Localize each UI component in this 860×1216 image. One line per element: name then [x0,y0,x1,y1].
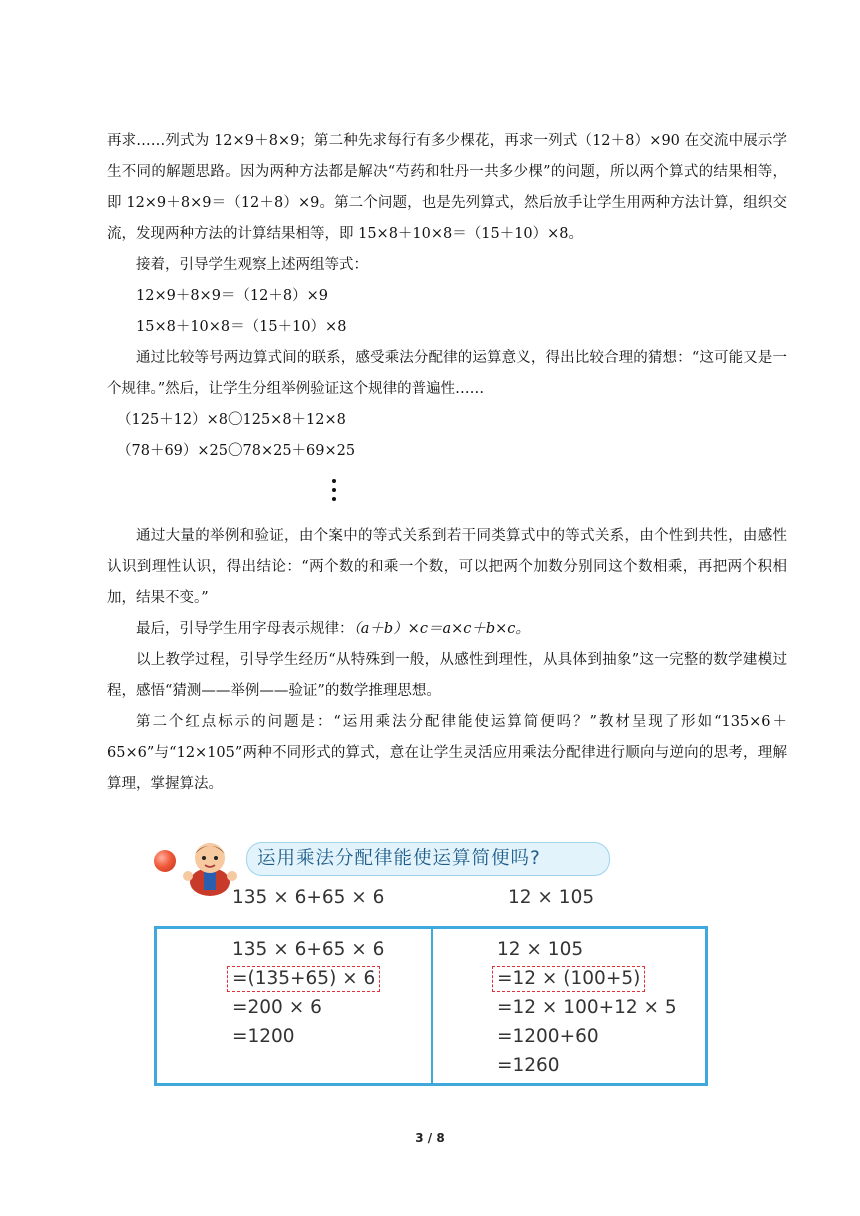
left-step-3: =200 × 6 [232,997,322,1018]
left-step-2 [232,964,384,993]
left-step-4: =1200 [232,1026,295,1047]
red-dot-icon [154,850,176,872]
paragraph-2: 接着，引导学生观察上述两组等式： [136,257,368,273]
student-cartoon-icon [180,836,240,898]
document-body [107,126,787,800]
right-step-4: =1200+60 [497,1026,599,1047]
distributive-formula: （a＋b）×c＝a×c＋b×c。 [353,621,530,637]
ellipsis-dots [329,475,339,506]
right-step-3: =12 × 100+12 × 5 [497,997,677,1018]
question-bubble [246,842,610,876]
top-expression-right: 12 × 105 [508,887,595,908]
right-step-5: =1260 [497,1055,560,1076]
top-expression-left: 135 × 6+65 × 6 [232,887,385,908]
page-number: 3 / 8 [415,1131,445,1145]
question-text: 运用乘法分配律能使运算简便吗? [257,848,541,869]
right-solution-steps [497,935,677,1080]
box-divider [431,929,433,1083]
highlighted-step: =(135+65) × 6 [227,966,380,992]
paragraph-5 [107,614,787,645]
equation-2: 15×8＋10×8＝（15＋10）×8 [136,319,347,335]
right-step-2 [497,964,677,993]
equation-1: 12×9＋8×9＝（12＋8）×9 [136,288,328,304]
paragraph-1: 再求……列式为 12×9＋8×9；第二种先求每行有多少棵花，再求一列式（12＋8）×90 在交流中展示学生不同的解题思路。因为两种方法都是解决“芍药和牡丹一共多少棵”的问题，所以两个算式的结果相等，即 12×9＋8×9＝（12＋8）×9。第二个问题，也是先列算式，然后放手让学生用两种方法计算，组织交流，发现两种方法的计算结果相等，即 15×8＋10×8＝（15＋10）×8。 [107,133,787,242]
comparison-2: （78＋69）×25〇78×25＋69×25 [117,443,356,459]
paragraph-7: 第二个红点标示的问题是：“运用乘法分配律能使运算简便吗？”教材呈现了形如“135×6＋65×6”与“12×105”两种不同形式的算式，意在让学生灵活应用乘法分配律进行顺向与逆向的思考，理解算理，掌握算法。 [107,714,787,792]
comparison-1: （125＋12）×8〇125×8＋12×8 [117,412,346,428]
highlighted-step: =12 × (100+5) [492,966,645,992]
paragraph-5-prefix: 最后，引导学生用字母表示规律： [136,621,354,637]
vertical-ellipsis [107,467,787,521]
right-step-1: 12 × 105 [497,939,584,960]
textbook-figure [150,836,710,1088]
left-solution-steps [232,935,384,1051]
paragraph-3: 通过比较等号两边算式间的联系，感受乘法分配律的运算意义，得出比较合理的猜想：“这可能又是一个规律。”然后，让学生分组举例验证这个规律的普遍性…… [107,350,787,397]
solution-box [154,926,708,1086]
left-step-1: 135 × 6+65 × 6 [232,939,385,960]
paragraph-4: 通过大量的举例和验证，由个案中的等式关系到若干同类算式中的等式关系，由个性到共性，由感性认识到理性认识，得出结论：“两个数的和乘一个数，可以把两个加数分别同这个数相乘，再把两个积相加，结果不变。” [107,528,787,606]
paragraph-6: 以上教学过程，引导学生经历“从特殊到一般，从感性到理性，从具体到抽象”这一完整的数学建模过程，感悟“猜测——举例——验证”的数学推理思想。 [107,652,787,699]
